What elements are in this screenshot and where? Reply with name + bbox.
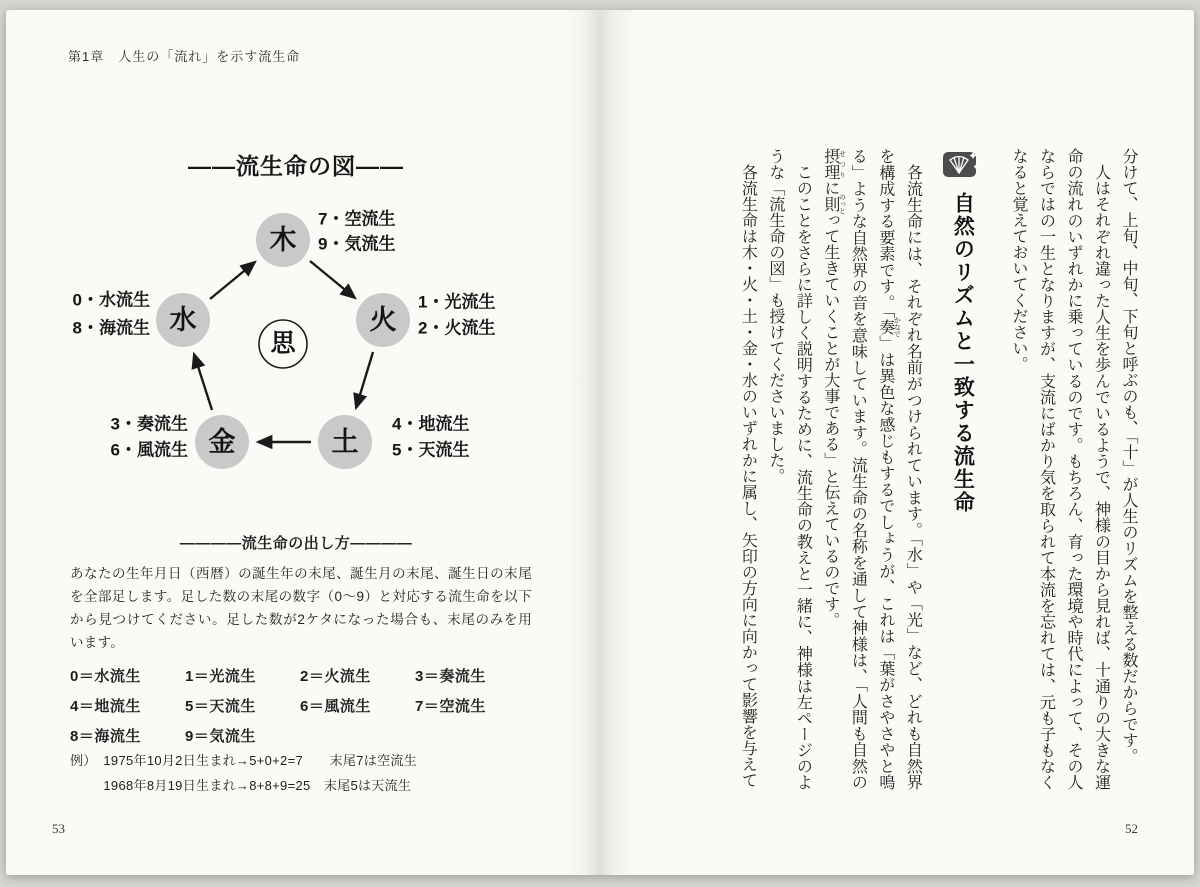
section-title: 自然のリズムと一致する流生命 [951, 192, 975, 514]
table-cell: 6＝風流生 [300, 698, 371, 715]
node-metal-label: 金 [208, 427, 236, 457]
paragraph: このことをさらに詳しく説明するために、流生命の教えと一緒に、神様は左ページのような「流生命の図」も授けてくださいました。 [766, 148, 812, 790]
howto-title: ――――流生命の出し方―――― [179, 535, 413, 552]
table-cell: 7＝空流生 [415, 698, 486, 715]
table-cell: 8＝海流生 [70, 728, 141, 745]
paragraph: 各流生命は木・火・土・金・水のいずれかに属し、矢印の方向に向かって影響を与えて [739, 164, 757, 788]
arrow-water-to-wood [210, 262, 255, 299]
table-cell: 2＝火流生 [300, 668, 371, 685]
label-water-2: 8・海流生 [72, 318, 150, 338]
table-cell: 5＝天流生 [185, 698, 256, 715]
table-cell: 0＝水流生 [70, 668, 141, 685]
paragraph: 分けて、上旬、中旬、下旬と呼ぶのも、「十」が人生のリズムを整える数だからです。 [1120, 148, 1137, 764]
book-spread [6, 10, 1194, 875]
howto-mapping-table [70, 665, 540, 746]
fan-icon [942, 148, 982, 180]
diagram-title: ――流生命の図―― [188, 153, 404, 179]
label-water-1: 0・水流生 [72, 290, 150, 310]
node-fire-label: 火 [369, 305, 397, 335]
node-earth-label: 土 [331, 427, 359, 457]
node-think-label: 思 [270, 330, 296, 358]
right-page-text [734, 148, 1142, 790]
example-line: 1975年10月2日生まれ→5+0+2=7 末尾7は空流生 [103, 753, 417, 768]
example-lines [103, 748, 417, 799]
page-number-left: 53 [52, 821, 65, 836]
node-wood-label: 木 [269, 225, 297, 255]
paragraph: 人はそれぞれ違った人生を歩んでいるようで、神様の目から見れば、十通りの大きな運命の流れのいずれかに乗っているのです。もちろん、育った環境や時代によって、その人ならではの一生となりますが、支流にばかり気を取られて本流を忘れては、元も子もなくなると覚えておいてください。 [1009, 148, 1110, 790]
label-wood-1: 7・空流生 [318, 209, 396, 229]
label-fire-1: 1・光流生 [418, 292, 496, 312]
arrow-fire-to-earth [356, 352, 373, 408]
table-cell: 1＝光流生 [185, 668, 256, 685]
arrow-metal-to-water [194, 354, 212, 410]
howto-examples [70, 748, 417, 799]
label-metal-1: 3・奏流生 [110, 414, 188, 434]
section-heading [942, 148, 982, 790]
label-earth-1: 4・地流生 [392, 414, 470, 434]
label-wood-2: 9・気流生 [318, 234, 396, 254]
table-cell: 4＝地流生 [70, 698, 141, 715]
howto-body: あなたの生年月日（西暦）の誕生年の末尾、誕生月の末尾、誕生日の末尾を全部足します。足した数の末尾の数字（0〜9）と対応する流生命を以下から見つけてください。足した数が2ケタになった場合も、末尾のみを用います。 [70, 566, 532, 650]
paragraph: 各流生命には、それぞれ名前がつけられています。「水」や「光」など、どれも自然界を構成する要素です。「奏 かなで」は異色な感じもするでしょうが、これは「葉がさやさやと鳴る」ような自然界の音を意味しています。流生命の名称を通して神様は、「人間も自然の摂理 せつりに則 のっとって生きていくことが大事である」と伝えているのです。 [821, 148, 922, 791]
label-earth-2: 5・天流生 [392, 440, 470, 460]
five-elements-flow-diagram [40, 182, 540, 492]
chapter-header: 第1章 人生の「流れ」を示す流生命 [68, 49, 301, 64]
table-cell: 9＝気流生 [185, 728, 256, 745]
label-fire-2: 2・火流生 [418, 318, 496, 338]
label-metal-2: 6・風流生 [110, 440, 188, 460]
example-line: 1968年8月19日生まれ→8+8+9=25 末尾5は天流生 [103, 778, 412, 794]
node-water-label: 水 [169, 305, 197, 335]
example-label: 例） [70, 753, 104, 768]
table-cell: 3＝奏流生 [415, 668, 486, 685]
page-number-right: 52 [1125, 821, 1138, 836]
arrow-wood-to-fire [310, 261, 355, 298]
